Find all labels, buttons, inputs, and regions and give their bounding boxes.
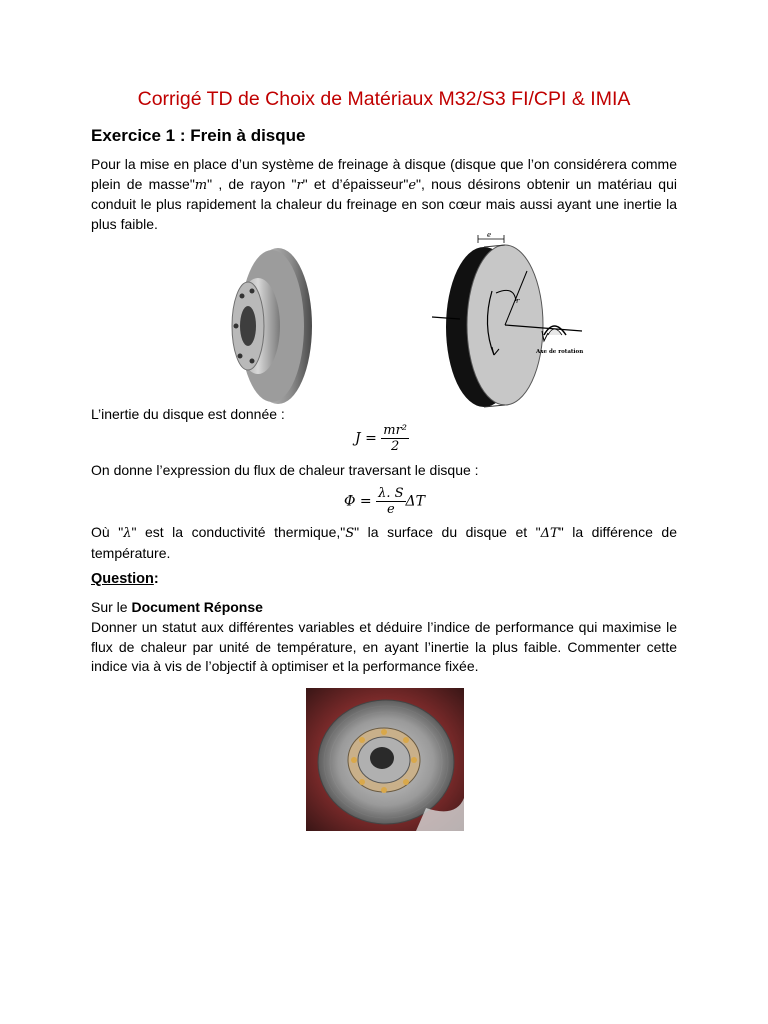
inertia-formula: J = $\frac{\text{mr²}}{2}$ (355, 423, 408, 454)
question-body: Donner un statut aux différentes variables et déduire l’indice de performance qui maximise le flux de chaleur par unité de température, en ayant l’inertie la plus faible. Commenter cette indice via à vis de l’objectif à optimiser et la performance fixée. (91, 619, 677, 674)
inertia-text: L’inertie du disque est donnée : (91, 406, 285, 422)
brake-disc-photo (222, 246, 314, 406)
disc-schematic (432, 231, 614, 409)
question-line1: Sur le Document Réponse (91, 599, 263, 615)
ventilated-disc-photo (306, 688, 464, 831)
intro-paragraph: Pour la mise en place d’un système de freinage à disque (disque que l’on considérera comme plein de masse"m" , de rayon "r" et d’épaisseur"e", nous désirons obtenir un matériau qui conduit le plus rapidement la chaleur du freinage en son cœur mais aussi ayant une inertie la plus faible. (91, 156, 677, 232)
exercise-title: Exercice 1 : Frein à disque (91, 126, 306, 145)
flux-text: On donne l’expression du flux de chaleur traversant le disque : (91, 462, 479, 478)
label-axis: Axe de rotation (536, 349, 584, 355)
label-r: r (516, 297, 520, 305)
where-paragraph: Où "λ" est la conductivité thermique,"S" la surface du disque et "ΔT" la différence de température. (91, 524, 677, 561)
label-e: e (487, 231, 492, 239)
page-title: Corrigé TD de Choix de Matériaux M32/S3 FI/CPI & IMIA (137, 88, 631, 110)
question-heading: Question: (91, 571, 159, 587)
flux-formula: Φ = $\frac{\lambda. S}{e}$ ΔT (344, 486, 425, 517)
